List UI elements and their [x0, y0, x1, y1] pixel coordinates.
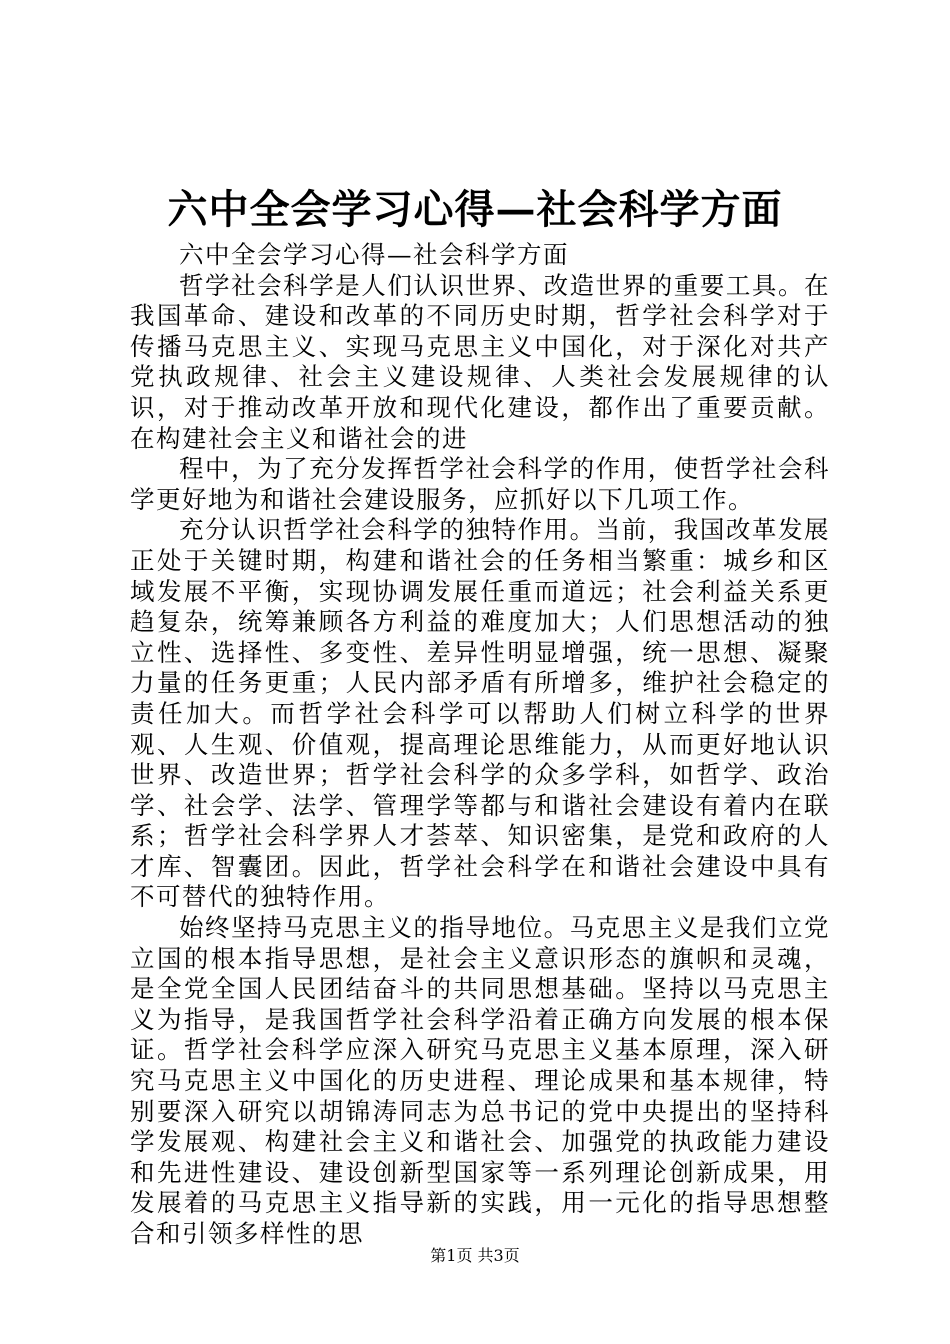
paragraph: 始终坚持马克思主义的指导地位。马克思主义是我们立党立国的根本指导思想，是社会主义意识形态的旗帜和灵魂，是全党全国人民团结奋斗的共同思想基础。坚持以马克思主义为指导，是我国哲学社会科学沿着正确方向发展的根本保证。哲学社会科学应深入研究马克思主义基本原理，深入研究马克思主义中国化的历史进程、理论成果和基本规律，特别要深入研究以胡锦涛同志为总书记的党中央提出的坚持科学发展观、构建社会主义和谐社会、加强党的执政能力建设和先进性建设、建设创新型国家等一系列理论创新成果，用发展着的马克思主义指导新的实践，用一元化的指导思想整合和引领多样性的思 [130, 913, 830, 1248]
document-body [130, 240, 830, 1250]
document-title: 六中全会学习心得—社会科学方面 [167, 186, 783, 233]
paragraph: 哲学社会科学是人们认识世界、改造世界的重要工具。在我国革命、建设和改革的不同历史时期，哲学社会科学对于传播马克思主义、实现马克思主义中国化，对于深化对共产党执政规律、社会主义建设规律、人类社会发展规律的认识，对于推动改革开放和现代化建设，都作出了重要贡献。在构建社会主义和谐社会的进 [130, 270, 830, 453]
paragraph: 程中，为了充分发挥哲学社会科学的作用，使哲学社会科学更好地为和谐社会建设服务，应抓好以下几项工作。 [130, 454, 830, 514]
paragraph: 六中全会学习心得—社会科学方面 [179, 240, 569, 269]
paragraph: 充分认识哲学社会科学的独特作用。当前，我国改革发展正处于关键时期，构建和谐社会的任务相当繁重：城乡和区域发展不平衡，实现协调发展任重而道远；社会利益关系更趋复杂，统筹兼顾各方利益的难度加大；人们思想活动的独立性、选择性、多变性、差异性明显增强，统一思想、凝聚力量的任务更重；人民内部矛盾有所增多，维护社会稳定的责任加大。而哲学社会科学可以帮助人们树立科学的世界观、人生观、价值观，提高理论思维能力，从而更好地认识世界、改造世界；哲学社会科学的众多学科，如哲学、政治学、社会学、法学、管理学等都与和谐社会建设有着内在联系；哲学社会科学界人才荟萃、知识密集，是党和政府的人才库、智囊团。因此，哲学社会科学在和谐社会建设中具有不可替代的独特作用。 [130, 515, 830, 912]
page-footer: 第1页 共3页 [430, 1246, 520, 1265]
